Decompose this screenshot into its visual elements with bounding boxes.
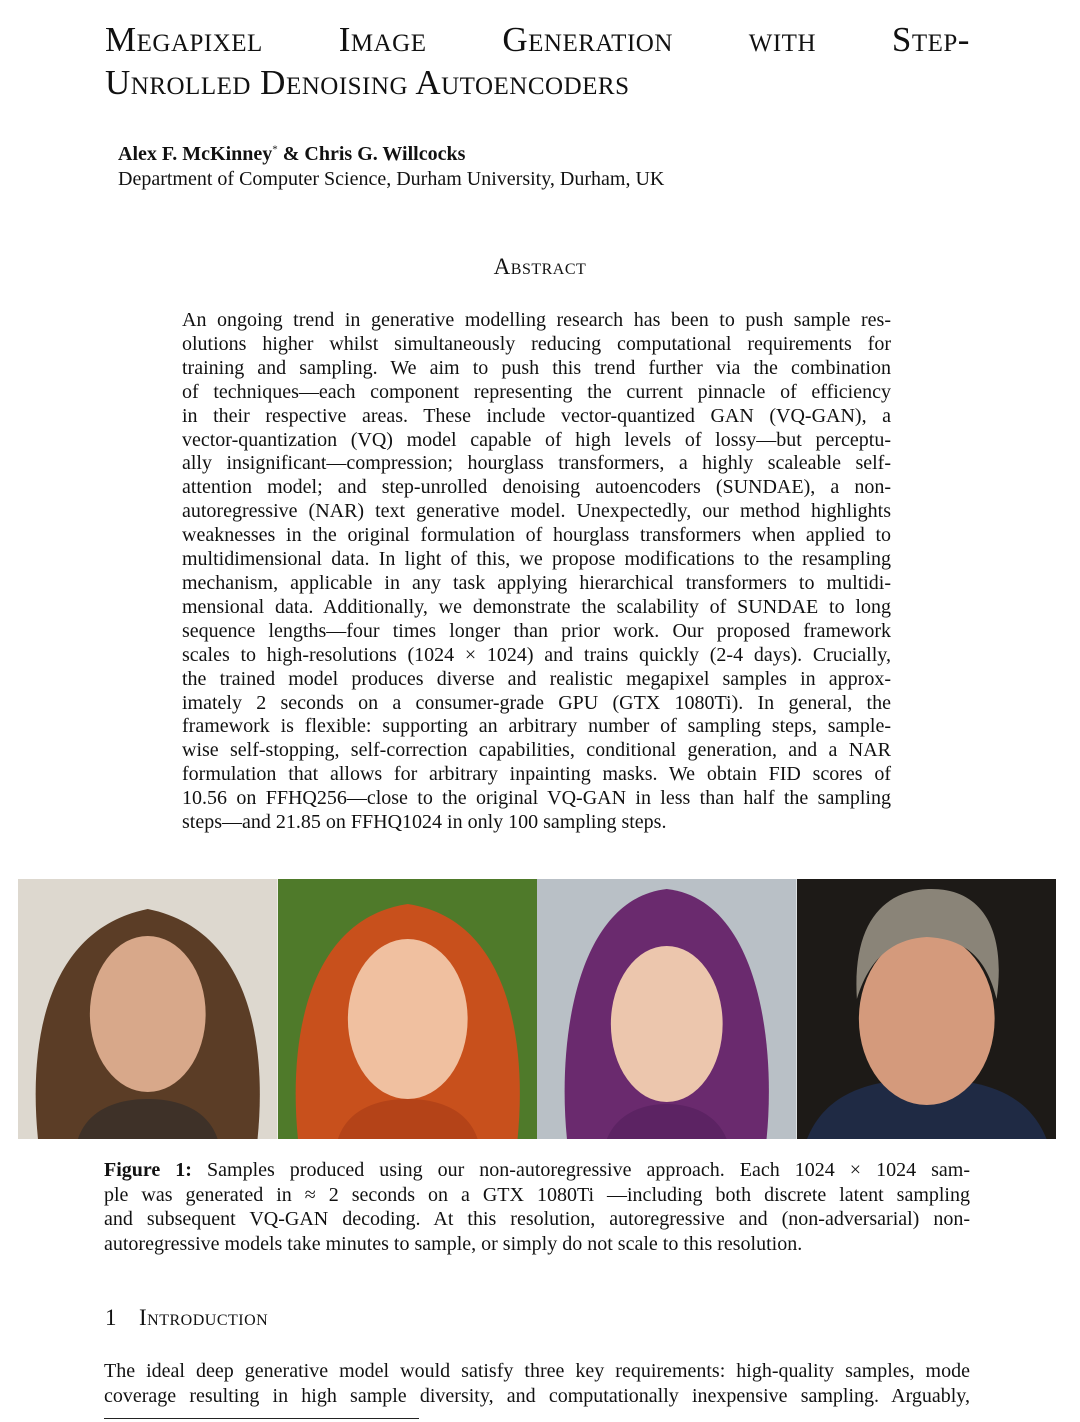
abstract-line: ally insignificant—compression; hourglass transformers, a highly scaleable self- <box>182 452 891 475</box>
section-heading <box>105 1305 268 1331</box>
title-word: Generation <box>502 20 673 59</box>
author-affiliation: Department of Computer Science, Durham University, Durham, UK <box>118 168 665 190</box>
author-name: Alex F. McKinney <box>118 143 273 165</box>
intro-line: The ideal deep generative model would satisfy three key requirements: high-quality samples, mode <box>104 1360 970 1382</box>
caption-line: ple was generated in ≈ 2 seconds on a GTX 1080Ti —including both discrete latent sampling <box>104 1183 970 1206</box>
title-word: Step- <box>891 20 970 59</box>
abstract-body <box>182 309 891 835</box>
face-sample-1-image <box>18 879 278 1139</box>
abstract-line: multidimensional data. In light of this, we propose modifications to the resampling <box>182 548 891 571</box>
author-footnote-mark: * <box>272 143 278 156</box>
introduction-body <box>104 1359 970 1408</box>
abstract-line: imately 2 seconds on a consumer-grade GPU (GTX 1080Ti). In general, the <box>182 691 891 714</box>
abstract-line: scales to high-resolutions (1024 × 1024) and trains quickly (2-4 days). Crucially, <box>182 643 891 666</box>
abstract-line: An ongoing trend in generative modelling research has been to push sample res- <box>182 309 891 331</box>
caption-label: Figure 1: <box>104 1159 192 1181</box>
face-sample-2-image <box>278 879 538 1139</box>
abstract-line: wise self-stopping, self-correction capabilities, conditional generation, and a NAR <box>182 739 891 762</box>
figure-1-caption <box>104 1158 970 1256</box>
footnote-rule <box>104 1418 419 1419</box>
face-skin <box>347 939 467 1099</box>
title-word: with <box>748 20 817 59</box>
intro-line: coverage resulting in high sample diversity, and computationally inexpensive sampling. Arguably, <box>104 1384 970 1407</box>
abstract-line: mechanism, applicable in any task applying hierarchical transformers to multidi- <box>182 571 891 594</box>
abstract-line: weaknesses in the original formulation of hourglass transformers when applied to <box>182 524 891 547</box>
face-skin <box>90 936 206 1092</box>
abstract-line: framework is flexible: supporting an arbitrary number of sampling steps, sample- <box>182 715 891 738</box>
caption-line: Figure 1: Samples produced using our non-autoregressive approach. Each 1024 × 1024 sam- <box>104 1159 971 1181</box>
abstract-line: mensional data. Additionally, we demonstrate the scalability of SUNDAE to long <box>182 595 891 618</box>
section-title: Introduction <box>139 1305 269 1330</box>
abstract-line: autoregressive (NAR) text generative model. Unexpectedly, our method highlights <box>182 500 891 523</box>
abstract-line: olutions higher whilst simultaneously reducing computational requirements for <box>182 332 891 355</box>
abstract-line: attention model; and step-unrolled denoising autoencoders (SUNDAE), a non- <box>182 476 891 499</box>
abstract-line: vector-quantization (VQ) model capable of high levels of lossy—but perceptu- <box>182 428 891 451</box>
author-name: & Chris G. Willcocks <box>277 143 466 165</box>
caption-line: autoregressive models take minutes to sample, or simply do not scale to this resolution. <box>104 1232 803 1255</box>
face-sample-3-image <box>537 879 797 1139</box>
caption-line: and subsequent VQ-GAN decoding. At this resolution, autoregressive and (non-adversarial) non- <box>104 1208 970 1230</box>
abstract-line: formulation that allows for arbitrary inpainting masks. We obtain FID scores of <box>182 763 891 786</box>
paper-title <box>105 18 970 104</box>
title-word: Image <box>338 20 427 59</box>
abstract-heading: Abstract <box>493 254 587 279</box>
face-skin <box>858 933 994 1105</box>
section-number: 1 <box>105 1305 117 1330</box>
face-sample-4-image <box>797 879 1057 1139</box>
abstract-line: the trained model produces diverse and realistic megapixel samples in approx- <box>182 667 891 690</box>
abstract-line: 10.56 on FFHQ256—close to the original VQ-GAN in less than half the sampling <box>182 787 891 810</box>
title-line-1 <box>105 18 970 61</box>
abstract-line: sequence lengths—four times longer than prior work. Our proposed framework <box>182 619 891 642</box>
author-list <box>118 143 465 166</box>
abstract-line: training and sampling. We aim to push this trend further via the combination <box>182 356 891 379</box>
face-skin <box>611 946 723 1102</box>
title-line-2: Unrolled Denoising Autoencoders <box>105 63 630 102</box>
abstract-line: steps—and 21.85 on FFHQ1024 in only 100 sampling steps. <box>182 811 667 834</box>
abstract-line: in their respective areas. These include vector-quantized GAN (VQ-GAN), a <box>182 404 891 427</box>
abstract-line: of techniques—each component representing the current pinnacle of efficiency <box>182 380 891 403</box>
title-word: Megapixel <box>105 20 263 59</box>
figure-1-samples <box>18 879 1056 1139</box>
